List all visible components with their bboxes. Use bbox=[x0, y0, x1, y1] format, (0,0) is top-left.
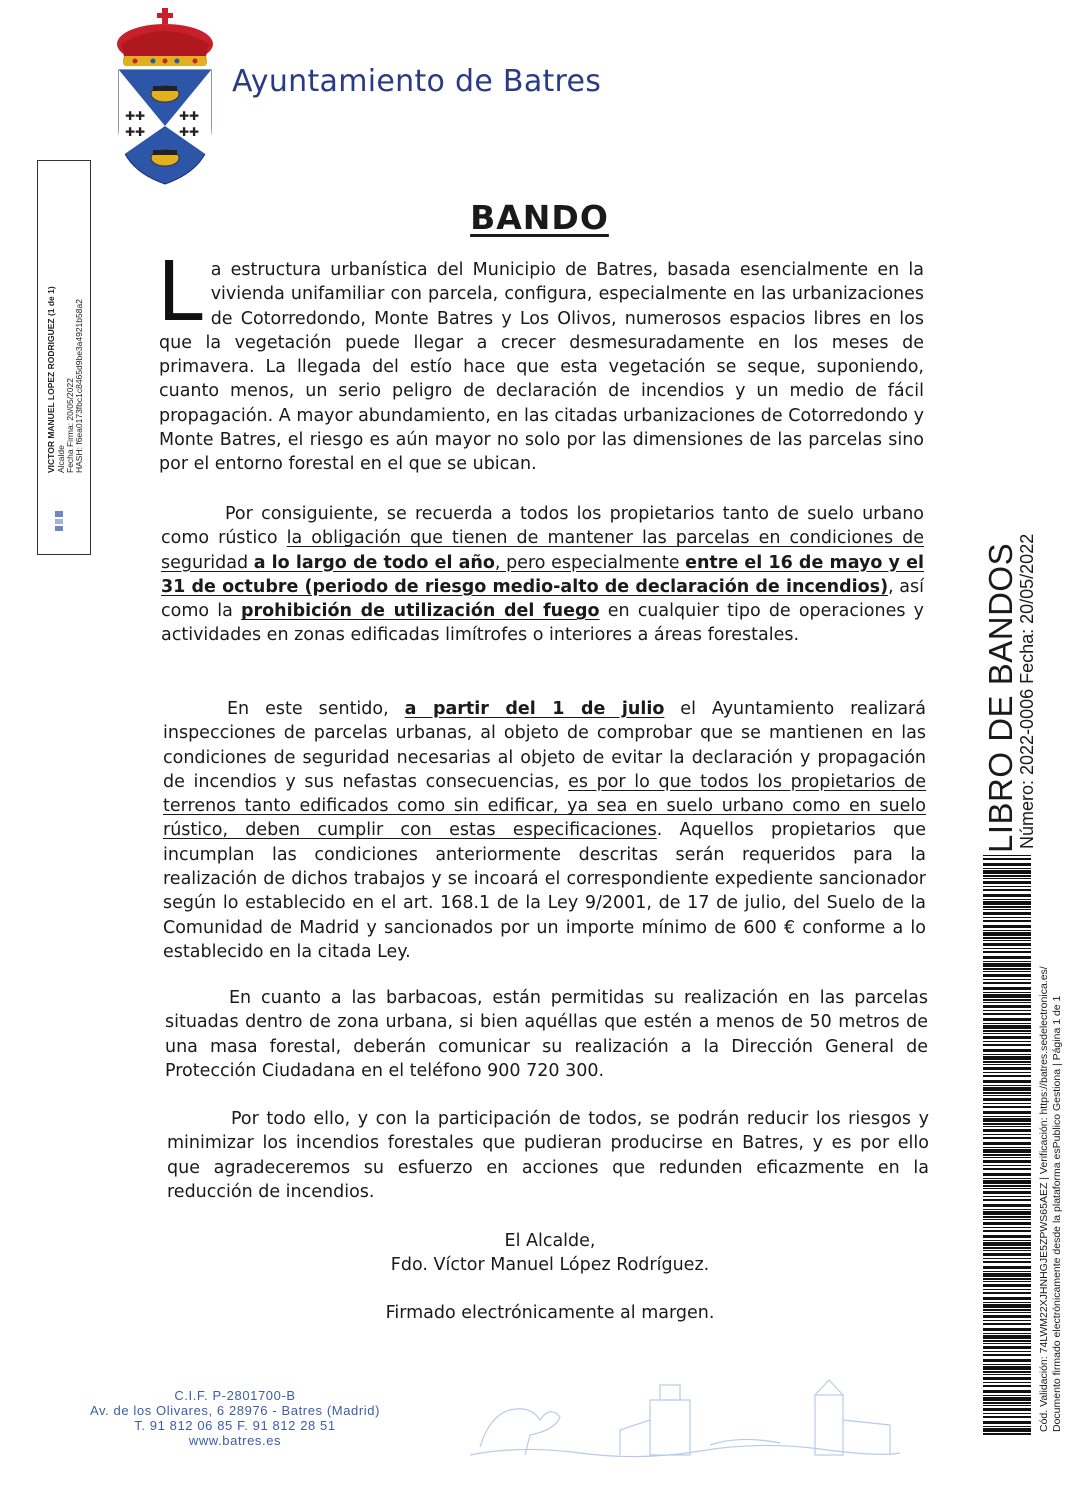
barcode-bar bbox=[983, 1382, 1031, 1383]
barcode-bar bbox=[983, 870, 1031, 874]
barcode-bar bbox=[983, 961, 1031, 962]
validation-line: Cód. Validación: 74LWM22XJHNHGJE5ZPWS65AEZ | Verificación: https://batres.sedelectronica.es/ bbox=[1038, 966, 1050, 1432]
barcode-bar bbox=[983, 1129, 1031, 1132]
barcode-bar bbox=[983, 1242, 1031, 1246]
barcode-bar bbox=[983, 1395, 1031, 1396]
svg-text:✚✚: ✚✚ bbox=[179, 125, 200, 139]
p2-bold-all-year: a lo largo de todo el año bbox=[253, 552, 495, 573]
barcode-bar bbox=[983, 1402, 1031, 1404]
barcode-bar bbox=[983, 1180, 1031, 1184]
barcode-bar bbox=[983, 1309, 1031, 1311]
barcode-bar bbox=[983, 1421, 1031, 1424]
paragraph-4 bbox=[165, 986, 928, 1083]
p3-underlined-owners: es por lo que todos los propietarios de terrenos tanto edificados como sin edificar, ya sea en suelo urbano como en suelo rústico, deben cumplir con estas especificaciones bbox=[163, 771, 926, 841]
barcode-bar bbox=[983, 1064, 1031, 1065]
barcode-bar bbox=[983, 1196, 1031, 1197]
barcode-bar bbox=[983, 1289, 1031, 1290]
barcode-bar bbox=[983, 1165, 1031, 1166]
barcode-bar bbox=[983, 1023, 1031, 1024]
drop-cap: L bbox=[157, 245, 203, 340]
signer-line: VICTOR MANUEL LOPEZ RODRIGUEZ (1 de 1) bbox=[46, 286, 56, 473]
validation-code bbox=[1038, 966, 1063, 1432]
barcode-bar bbox=[983, 1323, 1031, 1325]
barcode-bar bbox=[983, 1364, 1031, 1365]
barcode-bar bbox=[983, 971, 1031, 972]
barcode-bar bbox=[983, 1413, 1031, 1414]
paragraph-3 bbox=[163, 697, 926, 964]
barcode-bar bbox=[983, 1126, 1031, 1127]
signature-note: Firmado electrónicamente al margen. bbox=[385, 1303, 715, 1323]
footer-address: Av. de los Olivares, 6 28976 - Batres (Madrid) bbox=[89, 1403, 381, 1418]
barcode-bar bbox=[983, 1147, 1031, 1148]
barcode-bar bbox=[983, 1335, 1031, 1339]
barcode-bar bbox=[983, 1092, 1031, 1094]
barcode-bar bbox=[983, 1080, 1031, 1083]
barcode-bar bbox=[983, 1247, 1031, 1249]
barcode-bar bbox=[983, 1010, 1031, 1011]
paragraph-5 bbox=[167, 1107, 929, 1204]
barcode-bar bbox=[983, 1142, 1031, 1145]
p2-bold-risk-period: entre el 16 de mayo y el 31 de octubre (periodo de riesgo medio-alto de declaración de incendios) bbox=[161, 552, 924, 597]
barcode-bar bbox=[983, 1250, 1031, 1251]
barcode-bar bbox=[983, 1211, 1031, 1215]
barcode-bar bbox=[983, 1340, 1031, 1342]
footer-website: www.batres.es bbox=[188, 1433, 282, 1448]
barcode-bar bbox=[983, 909, 1031, 910]
organization-name: Ayuntamiento de Batres bbox=[232, 64, 602, 99]
p3-text-c: el Ayuntamiento realizará inspecciones de parcelas urbanas, al objeto de comprobar que se mantienen en las condiciones de seguridad necesarias al objeto de evitar la declaración y propagación de incendios y sus nefastas consecuencias, bbox=[163, 699, 926, 792]
barcode-bar bbox=[983, 1134, 1031, 1135]
barcode-bar bbox=[983, 1433, 1031, 1435]
barcode-bar bbox=[983, 1428, 1031, 1432]
barcode-bar bbox=[983, 1284, 1031, 1287]
p4-text: En cuanto a las barbacoas, están permitidas su realización en las parcelas situadas dentro de zona urbana, si bien aquéllas que estén a menos de 50 metros de una masa forestal, deberán comunicar su realización a la Dirección General de Protección Ciudadana en el teléfono 900 720 300. bbox=[165, 988, 928, 1081]
barcode-bar bbox=[983, 1173, 1031, 1176]
barcode-bar bbox=[983, 943, 1031, 946]
barcode-bar bbox=[983, 1315, 1031, 1318]
barcode-bar bbox=[983, 1426, 1031, 1427]
p2-underlined-obligation: la obligación que tienen de mantener las parcelas en condiciones de seguridad bbox=[161, 528, 924, 573]
barcode-bar bbox=[983, 1266, 1031, 1269]
barcode-bar bbox=[983, 1292, 1031, 1294]
seal-icon bbox=[52, 510, 66, 532]
barcode-bar bbox=[983, 1106, 1031, 1108]
registry-number-date: Número: 2022-0006 Fecha: 20/05/2022 bbox=[1017, 533, 1037, 849]
barcode-bar bbox=[983, 963, 1031, 967]
barcode-bar bbox=[983, 1013, 1031, 1015]
barcode-bar bbox=[983, 1297, 1031, 1300]
barcode-bar bbox=[983, 1366, 1031, 1370]
p2-text-h: en cualquier tipo de operaciones y actividades en zonas edificadas limítrofes o interiores a áreas forestales. bbox=[161, 601, 924, 646]
barcode-bar bbox=[983, 948, 1031, 949]
paragraph-1 bbox=[157, 245, 924, 477]
barcode-bar bbox=[983, 1030, 1031, 1032]
barcode-bar bbox=[983, 886, 1031, 887]
p2-bold-fire-prohibition: prohibición de utilización del fuego bbox=[240, 601, 600, 622]
barcode-bar bbox=[983, 1304, 1031, 1308]
barcode-bar bbox=[983, 1103, 1031, 1104]
barcode-bar bbox=[983, 868, 1031, 869]
barcode-bar bbox=[983, 1302, 1031, 1303]
registry-book-title: LIBRO DE BANDOS bbox=[982, 542, 1019, 853]
barcode-bar bbox=[983, 1320, 1031, 1321]
barcode-bar bbox=[983, 1002, 1031, 1003]
barcode-bar bbox=[983, 1354, 1031, 1356]
paragraph-1-text: a estructura urbanística del Municipio de Batres, basada esencialmente en la vivienda unifamiliar con parcela, configura, especialmente en las urbanizaciones de Cotorredondo, Monte Batres y Los Olivos, numerosos espacios libres en los que la vegetación puede llegar a crecer desmesuradamente en los meses de primavera. La llegada del estío hace que esta vegetación se seque, suponiendo, cuanto menos, un serio peligro de declaración de incendios y un medio de fácil propagación. A mayor abundamiento, en las citadas urbanizaciones de Cotorredondo y Monte Batres, el riesgo es aún mayor no solo por las dimensiones de las parcelas sino por el entorno forestal en el que se ubican. bbox=[159, 260, 924, 475]
barcode-bar bbox=[983, 951, 1031, 953]
barcode-bar bbox=[983, 901, 1031, 905]
barcode-bar bbox=[983, 1281, 1031, 1282]
barcode-bar bbox=[983, 979, 1031, 980]
barcode-bar bbox=[983, 1185, 1031, 1187]
barcode-bar bbox=[983, 1025, 1031, 1029]
barcode-bar bbox=[983, 881, 1031, 884]
p5-text: Por todo ello, y con la participación de todos, se podrán reducir los riesgos y minimizar los incendios forestales que pudieran producirse en Batres, y es por ello que agradeceremos su esfuerzo en acciones que redunden eficazmente en la reducción de incendios. bbox=[167, 1109, 929, 1202]
barcode-bar bbox=[983, 1351, 1031, 1352]
barcode-bar bbox=[983, 1116, 1031, 1117]
barcode-bar bbox=[983, 1137, 1031, 1139]
platform-line: Documento firmado electrónicamente desde la plataforma esPublico Gestiona | Página 1 de 1 bbox=[1050, 995, 1063, 1432]
barcode-bar bbox=[983, 1408, 1031, 1411]
barcode-bar bbox=[983, 1098, 1031, 1101]
barcode-bar bbox=[983, 1405, 1031, 1406]
barcode-bar bbox=[983, 1397, 1031, 1401]
barcode-bar bbox=[983, 1199, 1031, 1201]
barcode-bar bbox=[983, 889, 1031, 891]
barcode-bar bbox=[983, 1204, 1031, 1207]
barcode-bar bbox=[983, 1168, 1031, 1170]
barcode-bar bbox=[983, 1036, 1031, 1039]
barcode-bar bbox=[983, 858, 1031, 860]
coat-of-arms-logo bbox=[113, 8, 217, 186]
barcode-bar bbox=[983, 1346, 1031, 1349]
barcode-bar bbox=[983, 1416, 1031, 1418]
barcode-bar bbox=[983, 1018, 1031, 1021]
barcode-bar bbox=[983, 1149, 1031, 1153]
barcode-bar bbox=[983, 932, 1031, 936]
barcode-bar bbox=[983, 982, 1031, 984]
barcode-bar bbox=[983, 1033, 1031, 1034]
barcode-bar bbox=[983, 925, 1031, 928]
barcode-bar bbox=[983, 1061, 1031, 1063]
barcode-bar bbox=[983, 920, 1031, 922]
signer-role: Alcalde bbox=[56, 445, 66, 473]
barcode-bar bbox=[983, 940, 1031, 941]
barcode-bar bbox=[983, 1067, 1031, 1070]
barcode-bar bbox=[983, 912, 1031, 915]
barcode-bar bbox=[983, 1230, 1031, 1232]
signature-name: Fdo. Víctor Manuel López Rodríguez. bbox=[390, 1255, 710, 1275]
svg-text:✚✚: ✚✚ bbox=[125, 109, 146, 123]
barcode-bar bbox=[983, 1095, 1031, 1096]
p2-text-a: Por consiguiente, se recuerda a todos los propietarios tanto de suelo urbano como rústico bbox=[161, 504, 924, 549]
svg-text:✚✚: ✚✚ bbox=[125, 125, 146, 139]
barcode-bar bbox=[983, 1191, 1031, 1194]
barcode-bar bbox=[983, 968, 1031, 970]
signature-date: Fecha Firma: 20/05/2022 bbox=[65, 378, 75, 473]
footer-cif: C.I.F. P-2801700-B bbox=[174, 1388, 296, 1403]
barcode-bar bbox=[983, 1258, 1031, 1259]
barcode-bar bbox=[983, 1235, 1031, 1238]
barcode-bar bbox=[983, 974, 1031, 977]
barcode-bar bbox=[983, 1075, 1031, 1077]
p3-bold-from-july: a partir del 1 de julio bbox=[404, 699, 665, 719]
barcode-bar bbox=[983, 875, 1031, 877]
footer-phones: T. 91 812 06 85 F. 91 812 28 51 bbox=[134, 1418, 336, 1433]
p2-text-f: , así como la bbox=[161, 576, 924, 622]
barcode bbox=[983, 855, 1031, 1435]
barcode-bar bbox=[983, 1240, 1031, 1241]
barcode-bar bbox=[983, 992, 1031, 993]
barcode-bar bbox=[983, 1222, 1031, 1225]
barcode-bar bbox=[983, 1044, 1031, 1046]
barcode-bar bbox=[983, 1385, 1031, 1387]
barcode-bar bbox=[983, 1371, 1031, 1373]
barcode-bar bbox=[983, 899, 1031, 900]
barcode-bar bbox=[983, 906, 1031, 908]
electronic-signature-box bbox=[37, 160, 91, 555]
barcode-bar bbox=[983, 1390, 1031, 1393]
signature-role: El Alcalde, bbox=[504, 1231, 596, 1251]
barcode-bar bbox=[983, 1085, 1031, 1086]
barcode-bar bbox=[983, 1359, 1031, 1362]
barcode-bar bbox=[983, 1374, 1031, 1375]
barcode-bar bbox=[983, 1219, 1031, 1220]
barcode-bar bbox=[983, 1123, 1031, 1125]
barcode-bar bbox=[983, 987, 1031, 990]
barcode-bar bbox=[983, 1178, 1031, 1179]
barcode-bar bbox=[983, 1154, 1031, 1156]
barcode-bar bbox=[983, 1111, 1031, 1114]
barcode-bar bbox=[983, 1188, 1031, 1189]
signature-hash: HASH: f6ea0173fbc1c8465d9be3a4921b58a2 bbox=[74, 299, 84, 473]
barcode-bar bbox=[983, 1333, 1031, 1334]
barcode-bar bbox=[983, 1253, 1031, 1256]
barcode-bar bbox=[983, 917, 1031, 918]
barcode-bar bbox=[983, 855, 1031, 856]
barcode-bar bbox=[983, 1157, 1031, 1158]
barcode-bar bbox=[983, 1328, 1031, 1331]
barcode-bar bbox=[983, 1054, 1031, 1055]
barcode-bar bbox=[983, 1072, 1031, 1073]
barcode-bar bbox=[983, 1261, 1031, 1263]
barcode-bar bbox=[983, 930, 1031, 931]
town-landscape-watermark bbox=[460, 1375, 900, 1460]
paragraph-2 bbox=[161, 502, 924, 648]
barcode-bar bbox=[983, 1227, 1031, 1228]
barcode-bar bbox=[983, 878, 1031, 879]
p3-text-e: . Aquellos propietarios que incumplan las condiciones anteriormente descritas serán requeridos para la realización de dichos trabajos y se incoará el correspondiente expediente sancionador según lo establecido en el art. 168.1 de la Ley 9/2001, de 17 de julio, del Suelo de la Comunidad de Madrid y sancionados por un importe mínimo de 600 € conforme a lo establecido en la citada Ley. bbox=[163, 820, 926, 962]
barcode-bar bbox=[983, 894, 1031, 897]
barcode-bar bbox=[983, 999, 1031, 1001]
barcode-bar bbox=[983, 1271, 1031, 1272]
barcode-bar bbox=[983, 1273, 1031, 1277]
barcode-bar bbox=[983, 956, 1031, 959]
barcode-bar bbox=[983, 1377, 1031, 1380]
svg-text:✚✚: ✚✚ bbox=[179, 109, 200, 123]
barcode-bar bbox=[983, 863, 1031, 866]
barcode-bar bbox=[983, 1278, 1031, 1280]
barcode-bar bbox=[983, 994, 1031, 998]
barcode-bar bbox=[983, 1049, 1031, 1052]
barcode-bar bbox=[983, 1343, 1031, 1344]
barcode-bar bbox=[983, 1005, 1031, 1008]
barcode-bar bbox=[983, 1056, 1031, 1060]
p2-underlined-especially: , pero especialmente bbox=[494, 552, 686, 573]
barcode-bar bbox=[983, 1209, 1031, 1210]
barcode-bar bbox=[983, 1041, 1031, 1042]
barcode-bar bbox=[983, 1160, 1031, 1163]
barcode-bar bbox=[983, 1087, 1031, 1091]
barcode-bar bbox=[983, 1216, 1031, 1218]
barcode-bar bbox=[983, 1312, 1031, 1313]
barcode-bar bbox=[983, 1118, 1031, 1122]
barcode-bar bbox=[983, 937, 1031, 939]
document-title: BANDO bbox=[470, 198, 609, 237]
p3-text-a: En este sentido, bbox=[227, 699, 405, 719]
